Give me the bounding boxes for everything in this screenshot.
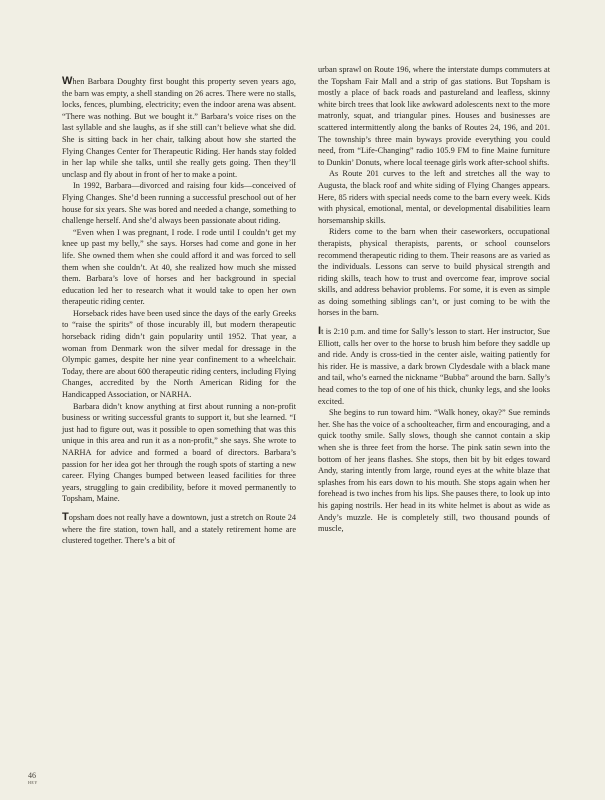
paragraph: She begins to run toward him. “Walk honey, okay?” Sue reminds her. She has the voice of a schoolteacher, firm and encouraging, and a quick toothy smile. Sally slows, though she cannot contain a skip when she is three feet from the horse. The pink satin sewn into the bottom of her jeans flashes. She stops, then bit by bit edges toward Andy, staring intently from large, round eyes at the white blaze that splashes from his ears down to his mouth. She stops again when her forehead is two inches from his lips. She pauses there, to look up into his gaping nostrils. Her head in its white helmet is about as wide as Andy’s muzzle. He is completely still, two thousand pounds of muscle,	[318, 408, 550, 534]
paragraph: Barbara didn’t know anything at first about running a non-profit business or writing successful grants to support it, but she learned. “I just had to figure out, was it possible to open something that was this unique in this area and run it as a non-profit,” she says. She wrote to NARHA for advice and formed a board of directors. Barbara’s passion for her idea got her through the rough spots of starting a new career. Flying Changes bumped between leased facilities for three years, struggling to gain credibility, before it moved permanently to Topsham, Maine.	[62, 401, 296, 504]
paragraph: Horseback rides have been used since the days of the early Greeks to “raise the spirits” of those incurably ill, but modern therapeutic horseback riding didn’t gain popularity until 1952. That year, a woman from Denmark won the silver medal for dressage in the Olympic games, despite her nine year confinement to a wheelchair. Today, there are about 600 therapeutic riding centers, including Flying Changes, accredited by the North American Riding for the Handicapped Association, or NARHA.	[62, 308, 296, 400]
drop-cap: I	[318, 325, 322, 338]
section-start-paragraph: Topsham does not really have a downtown, just a stretch on Route 24 where the fire station, town hall, and a stately retirement home are clustered together. There’s a bit of	[62, 510, 296, 546]
drop-cap: T	[62, 510, 69, 523]
right-column	[318, 64, 550, 535]
paragraph: When Barbara Doughty first bought this property seven years ago, the barn was empty, a shell standing on 26 acres. There were no stalls, locks, fences, plumbing, electricity; even the indoor arena was absent. “There was nothing. But we bought it.” Barbara’s voice rises on the last syllable and she laughs, as if she still can’t believe what she did. She is sitting back in her chair, talking about how she started the Flying Changes Center for Therapeutic Riding. Her hands stay folded in her lap while she talks, until she really gets going. Then they’ll unclasp and fly about in front of her to make a point.	[62, 75, 296, 179]
paragraph: Riders come to the barn when their caseworkers, occupational therapists, physical therapists, parents, or school counselors recommend therapeutic riding to them. Their reasons are as varied as the individuals. Lessons can serve to build physical strength and riding skills, teach how to trust and overcome fear, improve social skills, and address behavior problems. For some, it is even as simple as doing something siblings can’t, or just coming to be with the horses in the barn.	[318, 227, 550, 318]
left-column	[62, 76, 296, 547]
page-number	[28, 771, 38, 785]
paragraph: “Even when I was pregnant, I rode. I rode until I couldn’t get my knee up past my belly,” she says. Horses had come and gone in her life. She owned them when she could afford it and was forced to sell them when she couldn’t. At 40, she realized how much she missed them. Barbara’s love of horses and her background in special education led her to research what it would take to open her own therapeutic riding center.	[62, 227, 296, 307]
section-start-paragraph: It is 2:10 p.m. and time for Sally’s lesson to start. Her instructor, Sue Elliott, calls her over to the horse to brush him before they saddle up and ride. Andy is cross-tied in the center aisle, waiting patiently for his rider. He is massive, a dark brown Clydesdale with a black mane and tail, who’s earned the nickname “Bubba” around the barn. Sally’s head comes to the top of one of his thick, chunky legs, and she looks excited.	[318, 325, 550, 406]
paragraph: As Route 201 curves to the left and stretches all the way to Augusta, the black roof and white siding of Flying Changes appears. Here, 85 riders with special needs come to the barn every week. Kids with physical, emotional, mental, or developmental disabilities learn horsemanship skills.	[318, 169, 550, 225]
drop-cap: W	[62, 75, 73, 87]
page-number-value: 46	[28, 771, 36, 780]
paragraph: urban sprawl on Route 196, where the interstate dumps commuters at the Topsham Fair Mall and a strip of gas stations. But Topsham is mostly a place of back roads and pastureland and leafless, skinny white birch trees that look like awkward adolescents next to the more matronly, squat, and triangular pines. Houses and businesses are scattered intermittently along the banks of Routes 24, 196, and 201. The township’s three main byways provide everything you could need, from “Life-Changing” radio 105.9 FM to fine Maine furniture to Dunkin’ Donuts, where local teenage girls work after-school shifts.	[318, 65, 550, 167]
folio-label: HEY	[28, 780, 38, 785]
paragraph: In 1992, Barbara—divorced and raising four kids—conceived of Flying Changes. She’d been running a successful preschool out of her house for six years. She was bored and needed a change, something to challenge herself. And she’d always been passionate about riding.	[62, 181, 296, 226]
